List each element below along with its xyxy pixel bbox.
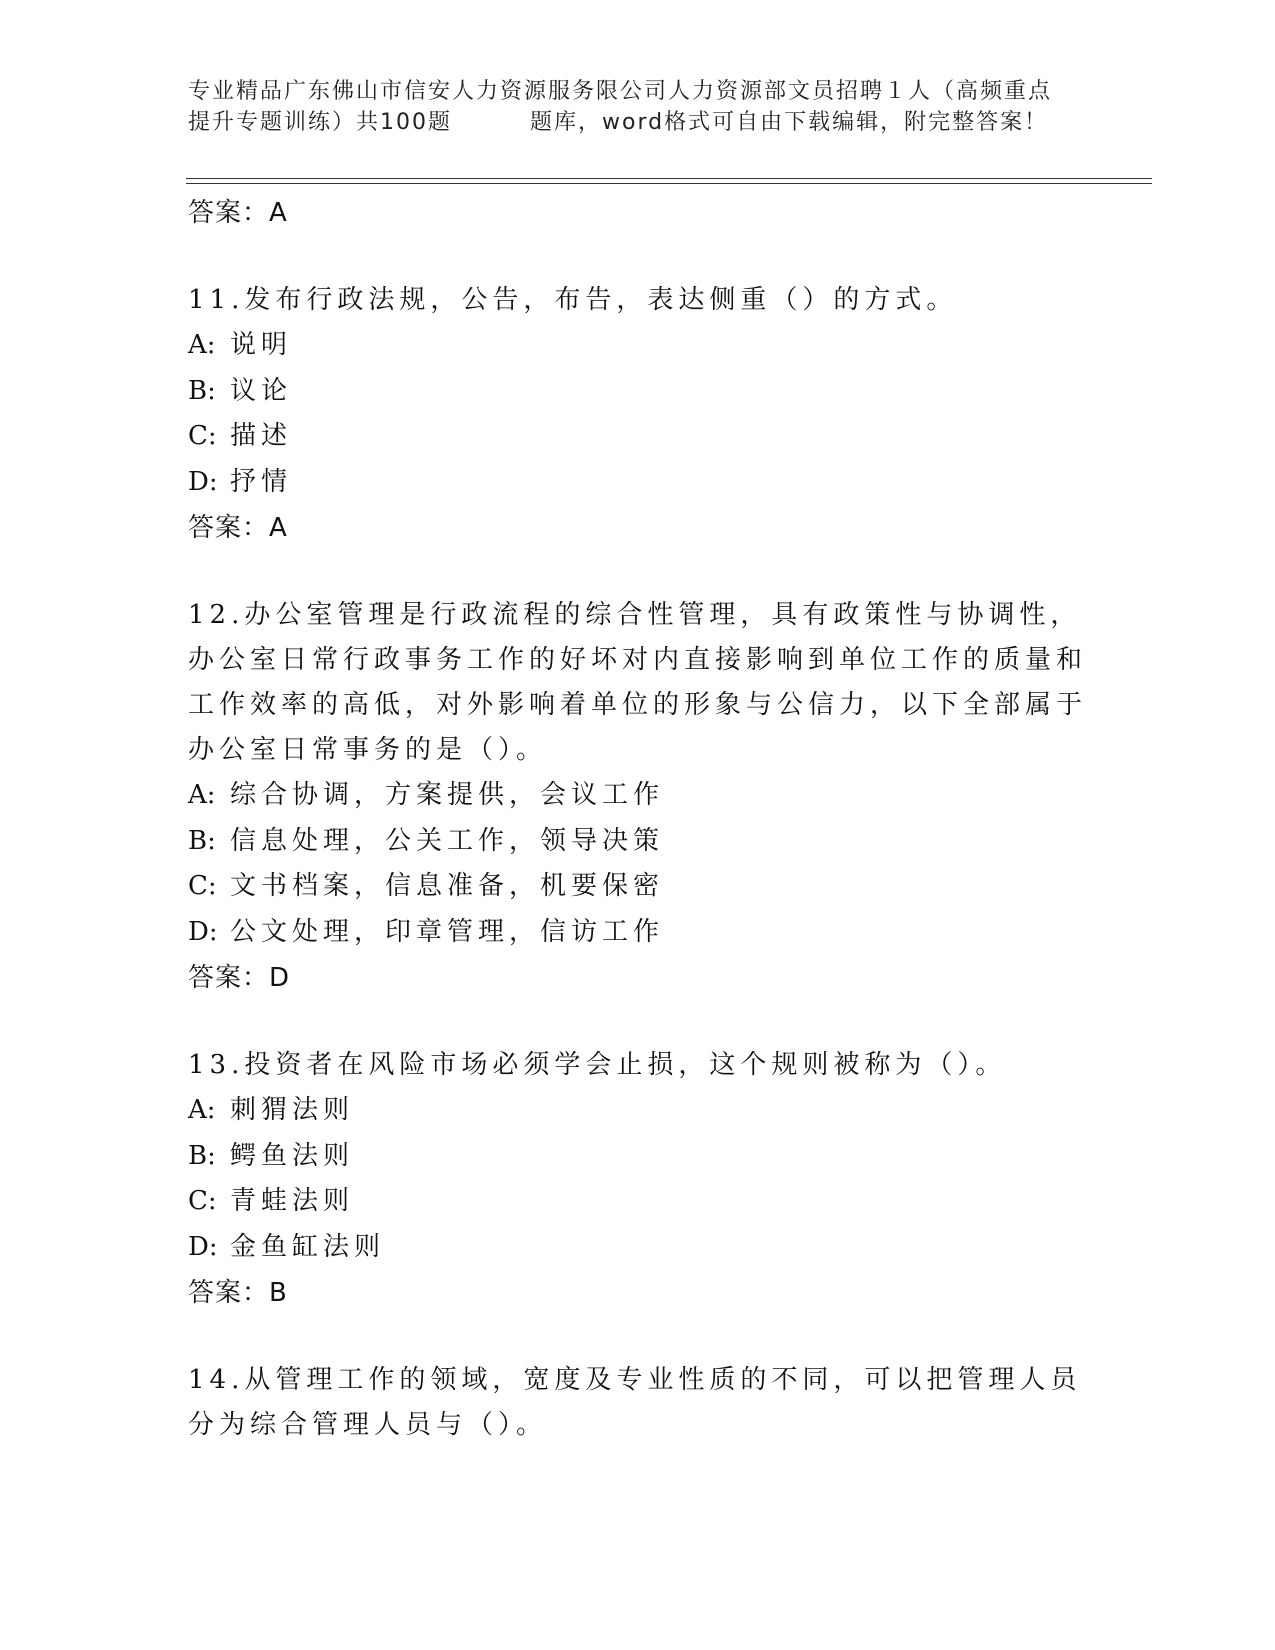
header-line-1: 专业精品广东佛山市信安人力资源服务限公司人力资源部文员招聘１人（高频重点 <box>188 79 1053 104</box>
previous-answer: 答案：A <box>188 198 288 228</box>
header-divider-top <box>186 178 1152 179</box>
page-header <box>188 76 1088 138</box>
option-a: A: 综合协调，方案提供，会议工作 <box>188 780 665 810</box>
option-c: C: 青蛙法则 <box>188 1186 355 1216</box>
question-text: 14.从管理工作的领域，宽度及专业性质的不同，可以把管理人员分为综合管理人员与（）。 <box>188 1365 1082 1440</box>
question-block <box>188 278 1088 551</box>
question-block <box>188 1358 1088 1448</box>
answer-line: 答案：A <box>188 513 288 543</box>
option-b: B: 鳄鱼法则 <box>188 1140 355 1171</box>
question-text: 13.投资者在风险市场必须学会止损，这个规则被称为（）。 <box>188 1050 1007 1080</box>
option-d: D: 公文处理，印章管理，信访工作 <box>188 916 665 947</box>
header-line-2-right: 题库，word格式可自由下载编辑，附完整答案！ <box>530 110 1049 135</box>
header-line-2-left: 提升专题训练）共100题 <box>188 110 452 135</box>
header-gap <box>452 107 530 138</box>
question-text: 12.办公室管理是行政流程的综合性管理，具有政策性与协调性，办公室日常行政事务工作的好坏对内直接影响到单位工作的质量和工作效率的高低，对外影响着单位的形象与公信力，以下全部属于办公室日常事务的是（）。 <box>188 600 1088 765</box>
question-list <box>188 190 1088 1448</box>
question-block <box>188 593 1088 1001</box>
header-line-2 <box>188 107 1088 138</box>
option-c: C: 文书档案，信息准备，机要保密 <box>188 871 665 901</box>
option-b: B: 信息处理，公关工作，领导决策 <box>188 825 665 856</box>
option-a: A: 刺猬法则 <box>188 1095 355 1125</box>
question-block <box>188 1043 1088 1316</box>
answer-line: 答案：B <box>188 1278 288 1308</box>
question-text: 11.发布行政法规，公告，布告，表达侧重（）的方式。 <box>188 285 958 315</box>
option-a: A: 说明 <box>188 330 293 360</box>
header-divider-bottom <box>186 183 1152 184</box>
option-b: B: 议论 <box>188 375 293 406</box>
option-c: C: 描述 <box>188 421 293 451</box>
option-d: D: 金鱼缸法则 <box>188 1231 386 1262</box>
answer-line: 答案：D <box>188 963 291 993</box>
option-d: D: 抒情 <box>188 466 293 497</box>
